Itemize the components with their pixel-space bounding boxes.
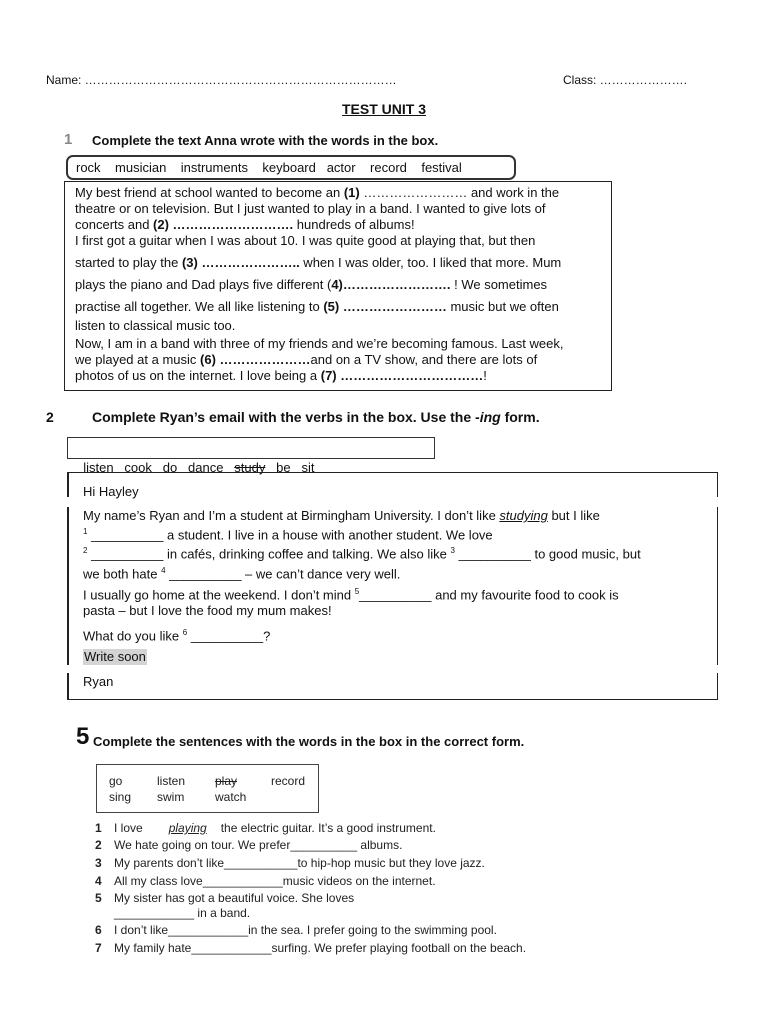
text-line <box>75 277 547 293</box>
text: music but we often <box>446 299 559 314</box>
box-word: play <box>215 774 238 788</box>
text-line <box>75 201 545 217</box>
text: listen to classical music too. <box>75 318 236 333</box>
email-paragraph-3 <box>83 625 270 644</box>
text: My parents don’t like___________to hip-hop music but they love jazz. <box>114 856 485 870</box>
text: photos of us on the internet. I love being a <box>75 368 321 383</box>
text-line <box>75 233 535 249</box>
exercise-5-instruction: Complete the sentences with the words in the box in the correct form. <box>93 734 525 749</box>
text: My best friend at school wanted to become an <box>75 185 344 200</box>
text-line <box>75 318 235 334</box>
gap-number: 3 <box>450 546 455 556</box>
text: I first got a guitar when I was about 10. I was quite good at playing that, but then <box>75 233 536 248</box>
text: when I was older, too. I liked that more. Mum <box>299 255 562 270</box>
sentence-text <box>114 923 497 937</box>
box-word: record <box>271 774 306 788</box>
box-word: watch <box>215 790 247 804</box>
text-line <box>75 299 559 315</box>
gap-label: (6) ………………… <box>200 352 311 367</box>
text: __________ to good music, but <box>454 546 641 562</box>
text: but I like <box>547 508 600 523</box>
gap-label: (3) ………………….. <box>181 255 300 270</box>
text: I usually go home at the weekend. I don’t mind <box>83 587 355 603</box>
text: we played at a music <box>75 352 201 367</box>
text-line <box>75 255 561 271</box>
text: the electric guitar. It’s a good instrument. <box>220 821 436 835</box>
gap-label: (2) ………………………. <box>153 217 294 232</box>
sentence-text <box>114 891 354 920</box>
box-word: sing <box>109 790 132 804</box>
text: I love <box>114 821 143 835</box>
exercise-1-number: 1 <box>64 131 73 148</box>
sentence-number: 7 <box>95 941 102 955</box>
text-line <box>75 185 559 201</box>
text: __________ – we can’t dance very well. <box>165 565 401 581</box>
text-line <box>75 352 537 368</box>
exercise-1-text-box <box>64 181 612 391</box>
text: ! <box>483 368 487 383</box>
example-answer: studying <box>499 508 548 523</box>
text: My name’s Ryan and I’m a student at Birmingham University. I don’t like <box>83 508 500 523</box>
instruction-text: Complete Ryan’s email with the verbs in the box. Use the - <box>92 409 480 425</box>
sentence-number: 3 <box>95 856 102 870</box>
page-title: TEST UNIT 3 <box>341 101 426 117</box>
gap-label: (5) …………………… <box>323 299 447 314</box>
exercise-5-number: 5 <box>76 723 90 750</box>
text: My family hate____________surfing. We prefer playing football on the beach. <box>114 941 527 955</box>
text: Now, I am in a band with three of my friends and we’re becoming famous. Last week, <box>75 336 564 351</box>
gap-number: 1 <box>83 527 88 536</box>
email-paragraph-2 <box>83 584 703 619</box>
example-answer: playing <box>168 821 207 835</box>
text-line <box>75 217 415 233</box>
sentence-text <box>114 856 485 870</box>
text: I don’t like____________in the sea. I prefer going to the swimming pool. <box>114 923 497 937</box>
text: __________ in cafés, drinking coffee and talking. We also like <box>87 546 451 562</box>
word-list: listen cook do dance <box>83 460 235 475</box>
gap-number: 4 <box>161 565 166 575</box>
text: __________? <box>187 628 271 644</box>
email-box <box>67 472 718 700</box>
sentence-number: 4 <box>95 874 102 888</box>
gap-number: 5 <box>354 587 360 596</box>
sentence-number: 5 <box>95 891 102 905</box>
gap-label: (1) <box>343 185 360 200</box>
email-paragraph-1 <box>83 508 703 582</box>
name-field-label: Name: …………………………………………………………………… <box>46 73 397 87</box>
box-word: swim <box>157 790 185 804</box>
text-line <box>75 336 563 352</box>
text: __________ and my favourite food to cook is <box>359 587 619 603</box>
exercise-1-word-box: rock musician instruments keyboard actor record festival <box>66 155 516 180</box>
sentence-text <box>114 821 436 835</box>
box-word: listen <box>157 774 186 788</box>
sentence-text <box>114 838 402 852</box>
text: and on a TV show, and there are lots of <box>310 352 538 367</box>
text-line <box>75 368 487 384</box>
text: All my class love____________music videos on the internet. <box>114 874 436 888</box>
exercise-2-word-box <box>67 437 435 475</box>
text: hundreds of albums! <box>293 217 415 232</box>
text: pasta – but I love the food my mum makes! <box>83 603 332 619</box>
box-word: go <box>109 774 123 788</box>
exercise-1-instruction: Complete the text Anna wrote with the words in the box. <box>92 133 439 148</box>
sentence-number: 1 <box>95 821 102 835</box>
class-field-label: Class: …………………. <box>563 73 688 87</box>
example-word-struck: study <box>234 460 266 475</box>
gap-label: 4)……………………. <box>331 277 451 292</box>
text: we both hate <box>83 565 162 581</box>
text: theatre or on television. But I just wanted to play in a band. I wanted to give lots of <box>75 201 546 216</box>
sentence-number: 2 <box>95 838 102 852</box>
word-list-end: be sit <box>265 460 315 475</box>
text: practise all together. We all like listening to <box>75 299 324 314</box>
text: …………………… and work in the <box>359 185 560 200</box>
email-greeting: Hi Hayley <box>83 484 139 499</box>
sentence-number: 6 <box>95 923 102 937</box>
email-closing: Write soon <box>84 649 146 664</box>
exercise-2-instruction <box>92 409 540 425</box>
gap-label: (7) …………………………… <box>320 368 484 383</box>
text: ____________ in a band. <box>114 906 251 920</box>
text: started to play the <box>75 255 182 270</box>
gap-number: 6 <box>182 628 188 637</box>
text: ! We sometimes <box>450 277 548 292</box>
text: My sister has got a beautiful voice. She loves <box>114 891 355 905</box>
instruction-text-end: form. <box>500 409 540 425</box>
gap-number: 2 <box>83 546 88 556</box>
exercise-2-number: 2 <box>46 409 54 425</box>
sentence-text <box>114 941 526 955</box>
sentence-text <box>114 874 436 888</box>
email-signature: Ryan <box>83 674 114 689</box>
text: plays the piano and Dad plays five different ( <box>75 277 332 292</box>
text: concerts and <box>75 217 154 232</box>
exercise-5-word-box <box>96 764 319 813</box>
text: What do you like <box>83 628 183 644</box>
text: We hate going on tour. We prefer__________ albums. <box>114 838 403 852</box>
instruction-italic: ing <box>479 409 501 425</box>
text: __________ a student. I live in a house with another student. We love <box>87 527 493 543</box>
